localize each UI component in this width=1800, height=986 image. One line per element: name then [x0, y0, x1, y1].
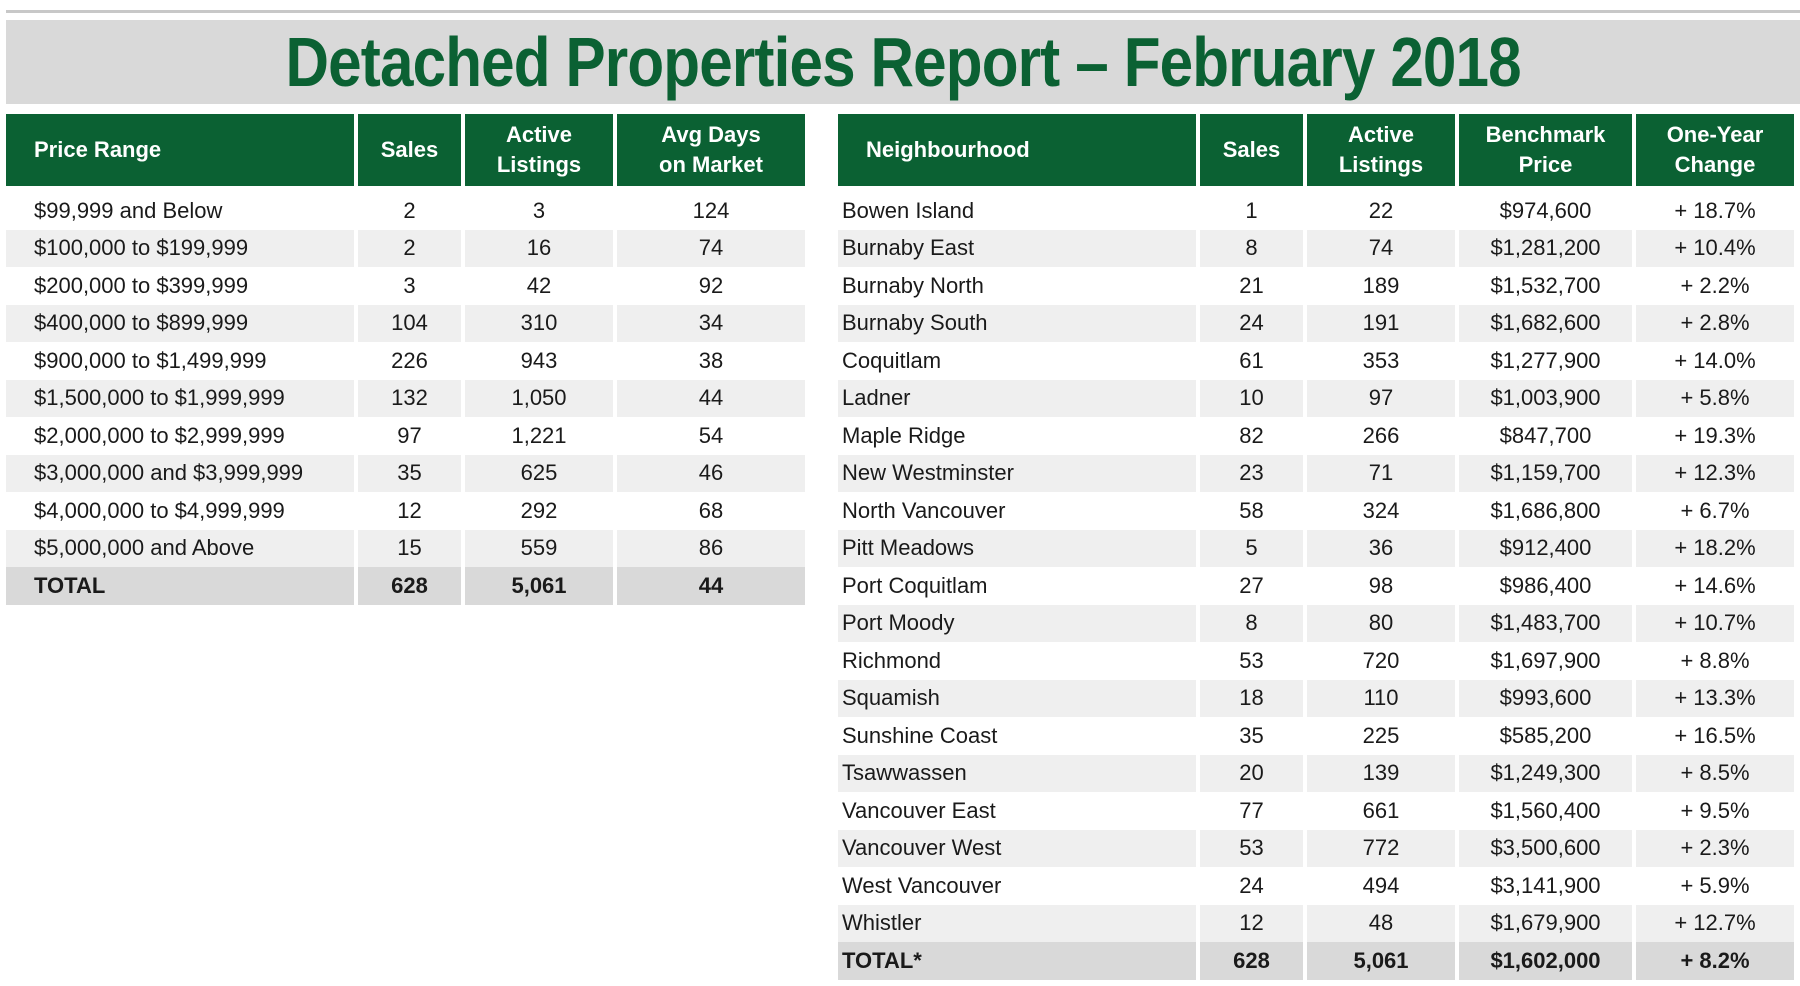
price-range-total-cell: 44 — [617, 567, 805, 605]
neighbourhood-table-cell: Maple Ridge — [838, 417, 1196, 455]
price-range-table-cell: 310 — [465, 305, 613, 343]
neighbourhood-table-cell: Coquitlam — [838, 342, 1196, 380]
neighbourhood-table-cell: + 14.0% — [1636, 342, 1794, 380]
neighbourhood-table-cell: $986,400 — [1459, 567, 1632, 605]
neighbourhood-table-cell: 36 — [1307, 530, 1455, 568]
neighbourhood-table-cell: 353 — [1307, 342, 1455, 380]
neighbourhood-table-cell: $1,697,900 — [1459, 642, 1632, 680]
neighbourhood-table-cell: Vancouver West — [838, 830, 1196, 868]
neighbourhood-table-cell: Burnaby North — [838, 267, 1196, 305]
price-range-table-cell: 226 — [358, 342, 461, 380]
neighbourhood-table-cell: 48 — [1307, 905, 1455, 943]
neighbourhood-table-cell: Tsawwassen — [838, 755, 1196, 793]
price-range-table-cell: 97 — [358, 417, 461, 455]
price-range-table-header — [6, 114, 805, 186]
report-title: Detached Properties Report – February 2018 — [285, 23, 1521, 101]
neighbourhood-table-cell: 12 — [1200, 905, 1303, 943]
neighbourhood-table-cell: 18 — [1200, 680, 1303, 718]
neighbourhood-table-cell: + 10.7% — [1636, 605, 1794, 643]
neighbourhood-table-cell: Bowen Island — [838, 192, 1196, 230]
price-range-total-cell: TOTAL — [6, 567, 354, 605]
neighbourhood-table-cell: Squamish — [838, 680, 1196, 718]
neighbourhood-table-cell: Sunshine Coast — [838, 717, 1196, 755]
neighbourhood-table-cell: + 9.5% — [1636, 792, 1794, 830]
neighbourhood-table-cell: Burnaby South — [838, 305, 1196, 343]
neighbourhood-table-cell: $847,700 — [1459, 417, 1632, 455]
neighbourhood-table-row — [838, 492, 1794, 530]
neighbourhood-table-cell: + 2.8% — [1636, 305, 1794, 343]
neighbourhood-table-row — [838, 680, 1794, 718]
top-rule — [6, 10, 1800, 13]
neighbourhood-table-cell: 21 — [1200, 267, 1303, 305]
price-range-total-cell: 5,061 — [465, 567, 613, 605]
neighbourhood-table-cell: 27 — [1200, 567, 1303, 605]
price-range-table-cell: $5,000,000 and Above — [6, 530, 354, 568]
neighbourhood-table-cell: $585,200 — [1459, 717, 1632, 755]
neighbourhood-total-row — [838, 942, 1794, 980]
neighbourhood-table-cell: 82 — [1200, 417, 1303, 455]
neighbourhood-table-cell: $1,679,900 — [1459, 905, 1632, 943]
neighbourhood-table-cell: + 12.3% — [1636, 455, 1794, 493]
neighbourhood-table-cell: $1,281,200 — [1459, 230, 1632, 268]
price-range-table-cell: 3 — [358, 267, 461, 305]
neighbourhood-table-cell: 10 — [1200, 380, 1303, 418]
neighbourhood-table-cell: + 8.5% — [1636, 755, 1794, 793]
neighbourhood-table-row — [838, 380, 1794, 418]
neighbourhood-table-cell: 53 — [1200, 830, 1303, 868]
neighbourhood-table-row — [838, 905, 1794, 943]
neighbourhood-table-cell: 189 — [1307, 267, 1455, 305]
price-range-column-header: Avg Days on Market — [617, 114, 805, 186]
price-range-table-row — [6, 417, 805, 455]
neighbourhood-table-cell: New Westminster — [838, 455, 1196, 493]
neighbourhood-table-cell: 71 — [1307, 455, 1455, 493]
neighbourhood-table-cell: 24 — [1200, 305, 1303, 343]
neighbourhood-table-cell: $1,249,300 — [1459, 755, 1632, 793]
title-bar — [6, 20, 1800, 104]
neighbourhood-table-row — [838, 192, 1794, 230]
price-range-table-row — [6, 455, 805, 493]
neighbourhood-table-cell: 324 — [1307, 492, 1455, 530]
neighbourhood-table-cell: + 6.7% — [1636, 492, 1794, 530]
neighbourhood-column-header: Neighbourhood — [838, 114, 1196, 186]
price-range-table-cell: 559 — [465, 530, 613, 568]
neighbourhood-total-cell: 5,061 — [1307, 942, 1455, 980]
neighbourhood-table-row — [838, 267, 1794, 305]
price-range-column-header: Active Listings — [465, 114, 613, 186]
neighbourhood-table-cell: $912,400 — [1459, 530, 1632, 568]
price-range-table-cell: 124 — [617, 192, 805, 230]
price-range-table-cell: 46 — [617, 455, 805, 493]
neighbourhood-table-cell: 97 — [1307, 380, 1455, 418]
neighbourhood-table-row — [838, 567, 1794, 605]
neighbourhood-total-cell: + 8.2% — [1636, 942, 1794, 980]
neighbourhood-table-cell: 1 — [1200, 192, 1303, 230]
neighbourhood-table — [834, 114, 1798, 980]
neighbourhood-table-cell: $993,600 — [1459, 680, 1632, 718]
neighbourhood-table-row — [838, 230, 1794, 268]
neighbourhood-column-header: Active Listings — [1307, 114, 1455, 186]
neighbourhood-table-cell: $1,159,700 — [1459, 455, 1632, 493]
neighbourhood-table-cell: Richmond — [838, 642, 1196, 680]
price-range-table-cell: $200,000 to $399,999 — [6, 267, 354, 305]
neighbourhood-table-row — [838, 530, 1794, 568]
neighbourhood-total-cell: TOTAL* — [838, 942, 1196, 980]
price-range-table-row — [6, 192, 805, 230]
neighbourhood-table-cell: 23 — [1200, 455, 1303, 493]
neighbourhood-table-row — [838, 830, 1794, 868]
neighbourhood-table-row — [838, 342, 1794, 380]
neighbourhood-table-cell: $3,500,600 — [1459, 830, 1632, 868]
price-range-table-cell: $99,999 and Below — [6, 192, 354, 230]
price-range-table-cell: 625 — [465, 455, 613, 493]
price-range-total-row — [6, 567, 805, 605]
neighbourhood-table-cell: + 10.4% — [1636, 230, 1794, 268]
price-range-table-cell: $1,500,000 to $1,999,999 — [6, 380, 354, 418]
price-range-table-cell: $4,000,000 to $4,999,999 — [6, 492, 354, 530]
neighbourhood-table-cell: 61 — [1200, 342, 1303, 380]
price-range-table-cell: 68 — [617, 492, 805, 530]
neighbourhood-table-cell: $974,600 — [1459, 192, 1632, 230]
price-range-table-cell: 74 — [617, 230, 805, 268]
neighbourhood-table-cell: + 19.3% — [1636, 417, 1794, 455]
neighbourhood-column-header: Sales — [1200, 114, 1303, 186]
price-range-table-cell: $2,000,000 to $2,999,999 — [6, 417, 354, 455]
neighbourhood-table-row — [838, 792, 1794, 830]
neighbourhood-column-header: One-Year Change — [1636, 114, 1794, 186]
neighbourhood-table-cell: North Vancouver — [838, 492, 1196, 530]
neighbourhood-table-cell: 720 — [1307, 642, 1455, 680]
price-range-table-cell: 132 — [358, 380, 461, 418]
neighbourhood-table-cell: Whistler — [838, 905, 1196, 943]
neighbourhood-table-cell: + 13.3% — [1636, 680, 1794, 718]
neighbourhood-table-row — [838, 605, 1794, 643]
neighbourhood-table-cell: $1,277,900 — [1459, 342, 1632, 380]
neighbourhood-table-cell: + 18.2% — [1636, 530, 1794, 568]
price-range-total-cell: 628 — [358, 567, 461, 605]
neighbourhood-table-cell: 77 — [1200, 792, 1303, 830]
neighbourhood-table-cell: Ladner — [838, 380, 1196, 418]
neighbourhood-table-cell: + 8.8% — [1636, 642, 1794, 680]
neighbourhood-table-cell: Port Moody — [838, 605, 1196, 643]
neighbourhood-column-header: Benchmark Price — [1459, 114, 1632, 186]
neighbourhood-table-cell: $1,003,900 — [1459, 380, 1632, 418]
price-range-table-cell: 2 — [358, 192, 461, 230]
neighbourhood-table-cell: Vancouver East — [838, 792, 1196, 830]
neighbourhood-table-cell: + 16.5% — [1636, 717, 1794, 755]
price-range-table-cell: 1,221 — [465, 417, 613, 455]
neighbourhood-total-cell: $1,602,000 — [1459, 942, 1632, 980]
neighbourhood-table-cell: $1,483,700 — [1459, 605, 1632, 643]
price-range-table-cell: 292 — [465, 492, 613, 530]
price-range-table-cell: 38 — [617, 342, 805, 380]
neighbourhood-table-cell: 110 — [1307, 680, 1455, 718]
neighbourhood-table-cell: $3,141,900 — [1459, 867, 1632, 905]
price-range-table-cell: $900,000 to $1,499,999 — [6, 342, 354, 380]
price-range-table-row — [6, 305, 805, 343]
neighbourhood-table-cell: Burnaby East — [838, 230, 1196, 268]
price-range-table — [2, 114, 809, 605]
price-range-table-body — [6, 186, 805, 605]
neighbourhood-table-cell: 494 — [1307, 867, 1455, 905]
neighbourhood-table-row — [838, 867, 1794, 905]
price-range-table-row — [6, 492, 805, 530]
price-range-column-header: Price Range — [6, 114, 354, 186]
price-range-table-cell: 1,050 — [465, 380, 613, 418]
price-range-table-cell: $400,000 to $899,999 — [6, 305, 354, 343]
neighbourhood-table-cell: West Vancouver — [838, 867, 1196, 905]
price-range-table-cell: 44 — [617, 380, 805, 418]
neighbourhood-table-row — [838, 755, 1794, 793]
neighbourhood-table-cell: 139 — [1307, 755, 1455, 793]
neighbourhood-table-cell: 266 — [1307, 417, 1455, 455]
price-range-table-cell: 12 — [358, 492, 461, 530]
neighbourhood-table-cell: 191 — [1307, 305, 1455, 343]
neighbourhood-table-cell: + 18.7% — [1636, 192, 1794, 230]
neighbourhood-table-cell: 98 — [1307, 567, 1455, 605]
price-range-table-cell: 54 — [617, 417, 805, 455]
neighbourhood-table-cell: 24 — [1200, 867, 1303, 905]
price-range-table-cell: $3,000,000 and $3,999,999 — [6, 455, 354, 493]
neighbourhood-table-cell: + 5.8% — [1636, 380, 1794, 418]
neighbourhood-table-cell: + 12.7% — [1636, 905, 1794, 943]
neighbourhood-table-row — [838, 455, 1794, 493]
neighbourhood-table-cell: $1,560,400 — [1459, 792, 1632, 830]
neighbourhood-header-row — [838, 114, 1794, 186]
price-range-table-cell: 34 — [617, 305, 805, 343]
price-range-table-cell: 35 — [358, 455, 461, 493]
neighbourhood-table-cell: + 5.9% — [1636, 867, 1794, 905]
price-range-table-cell: $100,000 to $199,999 — [6, 230, 354, 268]
price-range-table-cell: 16 — [465, 230, 613, 268]
price-range-table-cell: 42 — [465, 267, 613, 305]
neighbourhood-table-cell: 74 — [1307, 230, 1455, 268]
neighbourhood-table-row — [838, 305, 1794, 343]
neighbourhood-table-row — [838, 717, 1794, 755]
neighbourhood-table-cell: 20 — [1200, 755, 1303, 793]
neighbourhood-table-cell: 35 — [1200, 717, 1303, 755]
price-range-table-row — [6, 230, 805, 268]
price-range-table-row — [6, 342, 805, 380]
neighbourhood-table-cell: $1,686,800 — [1459, 492, 1632, 530]
price-range-table-row — [6, 267, 805, 305]
neighbourhood-table-cell: 772 — [1307, 830, 1455, 868]
price-range-table-row — [6, 530, 805, 568]
neighbourhood-table-cell: 80 — [1307, 605, 1455, 643]
neighbourhood-table-cell: 5 — [1200, 530, 1303, 568]
neighbourhood-table-cell: $1,532,700 — [1459, 267, 1632, 305]
neighbourhood-table-body — [838, 186, 1794, 980]
neighbourhood-total-cell: 628 — [1200, 942, 1303, 980]
neighbourhood-table-cell: $1,682,600 — [1459, 305, 1632, 343]
neighbourhood-table-row — [838, 417, 1794, 455]
price-range-column-header: Sales — [358, 114, 461, 186]
neighbourhood-table-cell: 661 — [1307, 792, 1455, 830]
neighbourhood-table-cell: 22 — [1307, 192, 1455, 230]
neighbourhood-table-cell: Pitt Meadows — [838, 530, 1196, 568]
neighbourhood-table-cell: + 14.6% — [1636, 567, 1794, 605]
neighbourhood-table-cell: 8 — [1200, 605, 1303, 643]
neighbourhood-table-row — [838, 642, 1794, 680]
price-range-table-cell: 3 — [465, 192, 613, 230]
neighbourhood-table-cell: 8 — [1200, 230, 1303, 268]
price-range-table-cell: 943 — [465, 342, 613, 380]
price-range-table-cell: 15 — [358, 530, 461, 568]
price-range-table-cell: 2 — [358, 230, 461, 268]
price-range-table-cell: 92 — [617, 267, 805, 305]
neighbourhood-table-cell: + 2.3% — [1636, 830, 1794, 868]
price-range-header-row — [6, 114, 805, 186]
neighbourhood-table-cell: 53 — [1200, 642, 1303, 680]
price-range-table-row — [6, 380, 805, 418]
neighbourhood-table-cell: 225 — [1307, 717, 1455, 755]
neighbourhood-table-cell: 58 — [1200, 492, 1303, 530]
neighbourhood-table-header — [838, 114, 1794, 186]
neighbourhood-table-cell: Port Coquitlam — [838, 567, 1196, 605]
price-range-table-cell: 86 — [617, 530, 805, 568]
price-range-table-cell: 104 — [358, 305, 461, 343]
neighbourhood-table-cell: + 2.2% — [1636, 267, 1794, 305]
